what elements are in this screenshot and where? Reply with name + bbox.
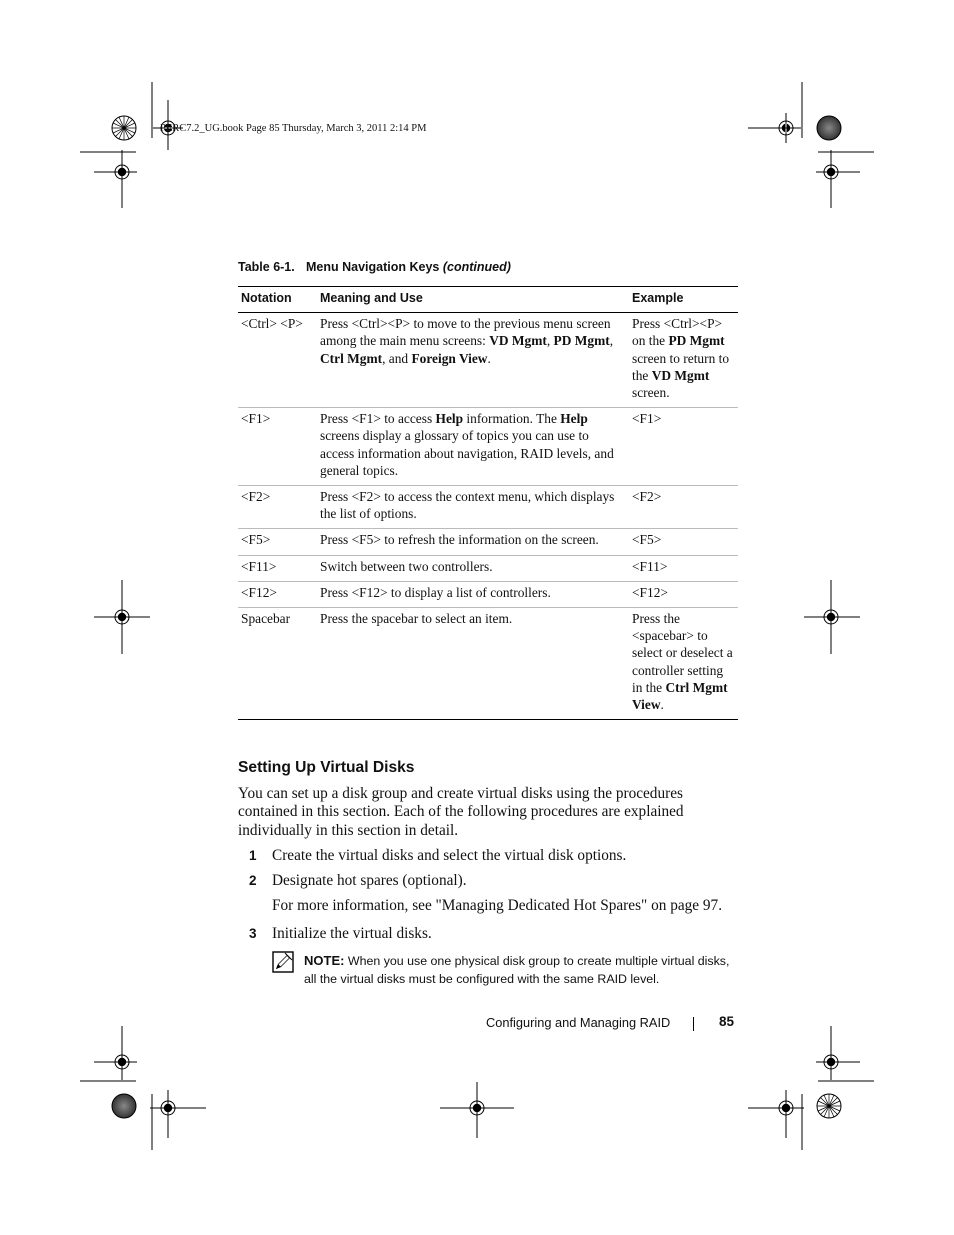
list-item [238, 872, 467, 890]
step-number: 3 [249, 926, 257, 941]
crosshair-target-icon [748, 82, 874, 208]
list-item [238, 847, 626, 865]
notation-cell: <F5> [238, 529, 317, 555]
starburst-icon [817, 116, 841, 140]
text-run: . [660, 697, 664, 713]
table-row [238, 555, 738, 581]
text-run: <F2> [632, 489, 662, 505]
ui-keyword: PD Mgmt [553, 333, 610, 349]
text-run: <F12> [632, 584, 668, 600]
table-row [238, 581, 738, 607]
note-label: NOTE: [304, 953, 345, 968]
table-row [238, 529, 738, 555]
example-cell [629, 581, 738, 607]
ui-keyword: VD Mgmt [489, 333, 547, 349]
example-cell [629, 529, 738, 555]
table-caption-title: Menu Navigation Keys [306, 260, 443, 274]
table-row [238, 608, 738, 720]
text-run: Press the <spacebar> to select or deselect a controller setting in the [632, 611, 733, 695]
step-text: Designate hot spares (optional). [272, 872, 467, 889]
ui-keyword: Ctrl Mgmt View [632, 679, 728, 713]
section-title: Setting Up Virtual Disks [238, 759, 415, 776]
text-run: <F11> [632, 558, 668, 574]
notation-cell: <F12> [238, 581, 317, 607]
crosshair-target-icon [748, 1026, 874, 1150]
table-caption-number: Table 6-1. [238, 260, 295, 274]
crosshair-target-icon [80, 82, 183, 208]
starburst-icon [112, 116, 136, 140]
crosshair-target-icon [94, 580, 150, 654]
column-header-notation: Notation [238, 287, 317, 313]
list-item [238, 925, 432, 943]
note-text: When you use one physical disk group to create multiple virtual disks, all the virtual disks must be configured with the same RAID level. [304, 954, 730, 986]
table-caption [238, 260, 511, 274]
notation-cell: <F1> [238, 408, 317, 486]
note-block [304, 952, 744, 988]
text-run: Press <Ctrl><P> to move to the previous menu screen among the main menu screens: [320, 316, 611, 349]
ui-keyword: Ctrl Mgmt [320, 350, 383, 366]
text-run: <F5> [632, 532, 662, 548]
text-run: . [487, 350, 491, 366]
table-caption-continued: (continued) [442, 260, 511, 274]
table-body [238, 313, 738, 720]
text-run: screen to return to the [632, 350, 730, 383]
example-cell [629, 313, 738, 408]
ui-keyword: Foreign View [411, 350, 488, 366]
text-run: Press <Ctrl><P> on the [632, 316, 723, 349]
starburst-icon [817, 1094, 841, 1118]
book-header-line: PERC7.2_UG.book Page 85 Thursday, March 3, 2011 2:14 PM [160, 123, 427, 134]
meaning-cell [317, 408, 629, 486]
text-run: Press <F5> to refresh the information on the screen. [320, 532, 599, 548]
ui-keyword: Help [560, 411, 588, 427]
text-run: , [546, 333, 554, 349]
text-run: Press <F2> to access the context menu, which displays the list of options. [320, 489, 615, 522]
page-number: 85 [719, 1014, 735, 1029]
meaning-cell [317, 555, 629, 581]
text-run: Press the spacebar to select an item. [320, 611, 513, 627]
text-run: Switch between two controllers. [320, 558, 493, 574]
step-number: 1 [249, 848, 257, 863]
crosshair-target-icon [804, 580, 860, 654]
text-run: Press <F12> to display a list of controllers. [320, 584, 551, 600]
ui-keyword: PD Mgmt [668, 333, 725, 349]
text-run: , and [382, 350, 412, 366]
meaning-cell [317, 529, 629, 555]
footer-chapter-title: Configuring and Managing RAID [486, 1015, 671, 1030]
text-run: , [609, 333, 614, 349]
starburst-icon [112, 1094, 136, 1118]
example-cell [629, 555, 738, 581]
text-run: screen. [632, 385, 670, 401]
text-run: screens display a glossary of topics you can use to access information about navigation, RAID levels, and general topics. [320, 428, 614, 478]
step-text: Create the virtual disks and select the virtual disk options. [272, 847, 627, 864]
meaning-cell [317, 608, 629, 720]
example-cell [629, 608, 738, 720]
notation-cell: <F2> [238, 486, 317, 529]
pencil-note-icon [272, 951, 294, 973]
notation-cell: <F11> [238, 555, 317, 581]
menu-navigation-keys-table [238, 286, 738, 720]
column-header-example: Example [629, 287, 738, 313]
footer-divider [693, 1017, 694, 1031]
text-run: Press <F1> to access [320, 411, 436, 427]
notation-cell: Spacebar [238, 608, 317, 720]
example-cell [629, 408, 738, 486]
meaning-cell [317, 486, 629, 529]
more-info-text: For more information, see "Managing Dedicated Hot Spares" on page 97. [272, 897, 723, 914]
ui-keyword: VD Mgmt [651, 367, 710, 383]
table-row [238, 408, 738, 486]
meaning-cell [317, 313, 629, 408]
text-run: <F1> [632, 411, 662, 427]
step-text: Initialize the virtual disks. [272, 925, 432, 942]
step-number: 2 [249, 873, 257, 888]
table-row [238, 313, 738, 408]
ui-keyword: Help [435, 411, 464, 427]
meaning-cell [317, 581, 629, 607]
text-run: information. The [463, 411, 561, 427]
notation-cell: <Ctrl> <P> [238, 313, 317, 408]
section-intro-paragraph: You can set up a disk group and create virtual disks using the procedures contained in this section. Each of the following procedures are explained individually in this section in detail. [238, 785, 684, 839]
crosshair-target-icon [440, 1082, 514, 1138]
crosshair-target-icon [80, 1026, 206, 1150]
table-header-row [238, 287, 738, 313]
table-row [238, 486, 738, 529]
column-header-meaning: Meaning and Use [317, 287, 629, 313]
example-cell [629, 486, 738, 529]
